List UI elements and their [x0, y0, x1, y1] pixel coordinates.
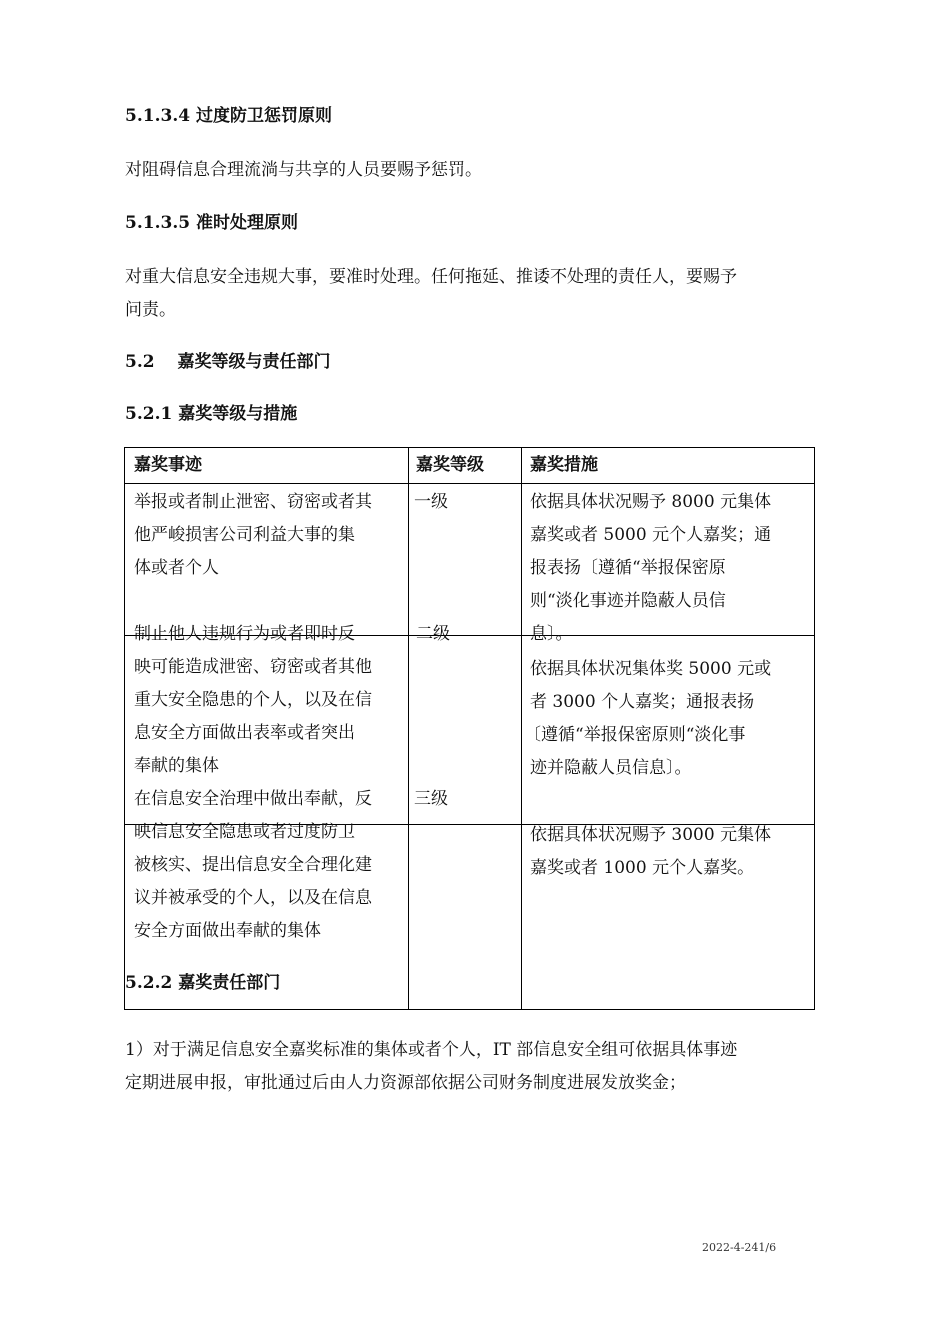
table-header-divider [124, 483, 815, 484]
row2-measure-line: 者 3000 个人嘉奖；通报表扬 [530, 692, 755, 712]
row3-deed-line: 安全方面做出奉献的集体 [134, 921, 321, 941]
paragraph-5-1-3-5-line2: 问责。 [125, 300, 176, 320]
table-header-deed: 嘉奖事迹 [134, 455, 202, 475]
row3-measure-line: 嘉奖或者 1000 元个人嘉奖。 [530, 858, 755, 878]
page-footer: 2022-4-241/6 [702, 1241, 777, 1254]
row1-measure-line: 息〕。 [530, 624, 573, 644]
row2-deed-line: 制止他人违规行为或者即时反 [134, 624, 355, 644]
table-header-measure: 嘉奖措施 [530, 455, 598, 475]
paragraph-5-1-3-5-line1: 对重大信息安全违规大事，要准时处理。任何拖延、推诿不处理的责任人，要赐予 [125, 267, 737, 287]
row2-deed-line: 映可能造成泄密、窃密或者其他 [134, 657, 372, 677]
row2-measure-line: 迹并隐蔽人员信息〕。 [530, 758, 692, 778]
heading-5-2: 5.2 嘉奖等级与责任部门 [125, 352, 331, 372]
row1-measure-line: 嘉奖或者 5000 元个人嘉奖；通 [530, 525, 772, 545]
table-col-divider [408, 447, 409, 1010]
row3-deed-line: 议并被承受的个人，以及在信息 [134, 888, 372, 908]
row2-deed-line: 息安全方面做出表率或者突出 [134, 723, 355, 743]
row3-level: 三级 [414, 789, 448, 809]
table-border-bottom [124, 1009, 815, 1010]
table-border-left [124, 447, 125, 1010]
row1-deed-line: 他严峻损害公司利益大事的集 [134, 525, 355, 545]
row1-measure-line: 依据具体状况赐予 8000 元集体 [530, 492, 772, 512]
row1-level: 一级 [414, 492, 448, 512]
paragraph-5-1-3-4: 对阻碍信息合理流淌与共享的人员要赐予惩罚。 [125, 160, 482, 180]
table-border-top [124, 447, 815, 448]
row2-measure-line: 依据具体状况集体奖 5000 元或 [530, 659, 772, 679]
row1-measure-line: 报表扬〔遵循“举报保密原 [530, 558, 726, 578]
table-header-level: 嘉奖等级 [416, 455, 484, 475]
row2-level: 二级 [416, 624, 450, 644]
row3-deed-line: 被核实、提出信息安全合理化建 [134, 855, 372, 875]
row2-measure-line: 〔遵循“举报保密原则“淡化事 [524, 725, 746, 745]
heading-5-1-3-5: 5.1.3.5 准时处理原则 [125, 213, 298, 233]
row1-deed-line: 体或者个人 [134, 558, 219, 578]
row3-measure-line: 依据具体状况赐予 3000 元集体 [530, 825, 772, 845]
row1-deed-line: 举报或者制止泄密、窃密或者其 [134, 492, 372, 512]
heading-5-2-1: 5.2.1 嘉奖等级与措施 [125, 404, 298, 424]
table-col-divider [521, 447, 522, 1010]
row3-deed-line: 在信息安全治理中做出奉献，反 [134, 789, 372, 809]
row3-deed-line: 映信息安全隐患或者过度防卫 [134, 822, 355, 842]
table-border-right [814, 447, 815, 1010]
row2-deed-line: 奉献的集体 [134, 756, 219, 776]
paragraph-5-2-2-line1: 1）对于满足信息安全嘉奖标准的集体或者个人，IT 部信息安全组可依据具体事迹 [125, 1040, 738, 1060]
row2-deed-line: 重大安全隐患的个人，以及在信 [134, 690, 372, 710]
heading-5-2-2: 5.2.2 嘉奖责任部门 [125, 973, 281, 993]
heading-5-1-3-4: 5.1.3.4 过度防卫惩罚原则 [125, 106, 332, 126]
reward-table [124, 447, 815, 1010]
row1-measure-line: 则“淡化事迹并隐蔽人员信 [530, 591, 726, 611]
paragraph-5-2-2-line2: 定期进展申报，审批通过后由人力资源部依据公司财务制度进展发放奖金； [125, 1073, 686, 1093]
